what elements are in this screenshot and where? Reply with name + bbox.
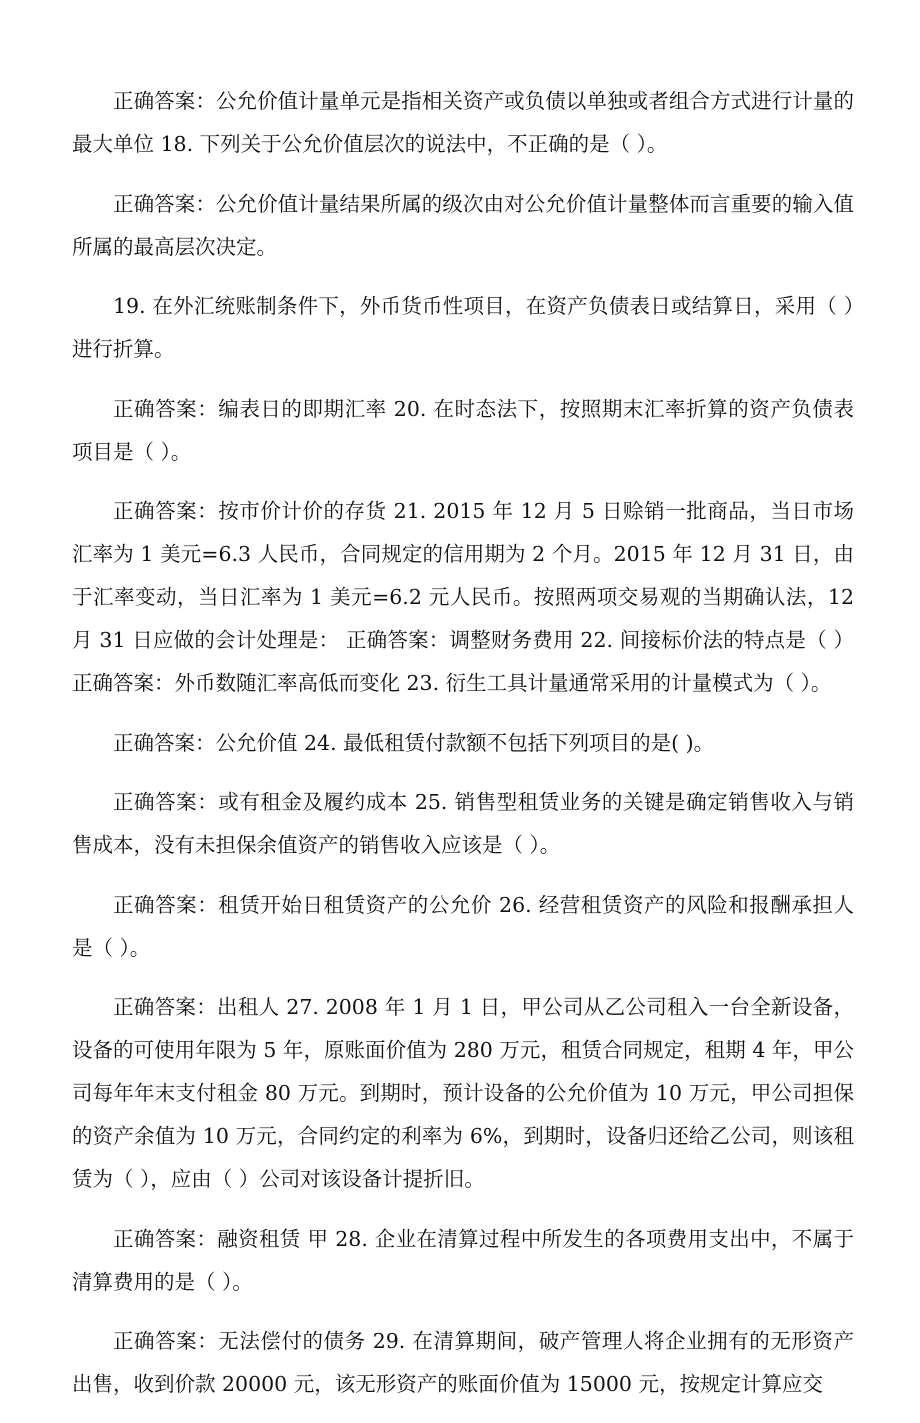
document-body <box>72 80 854 1423</box>
paragraph-answer-27-question-28: 正确答案：融资租赁 甲 28. 企业在清算过程中所发生的各项费用支出中，不属于清算费用的是（ ）。 <box>72 1226 854 1294</box>
paragraph-question-19: 19. 在外汇统账制条件下，外币货币性项目，在资产负债表日或结算日，采用（ ）进行折算。 <box>72 294 854 361</box>
paragraph-answer-25-question-26: 正确答案：租赁开始日租赁资产的公允价 26. 经营租赁资产的风险和报酬承担人是（ ）。 <box>72 892 854 960</box>
paragraph-answer-26-question-27: 正确答案：出租人 27. 2008 年 1 月 1 日，甲公司从乙公司租入一台全新设备，设备的可使用年限为 5 年，原账面价值为 280 万元，租赁合同规定，租期 4 年，甲公司每年年末支付租金 80 万元。到期时，预计设备的公允价值为 10 万元，甲公司担保的资产余值为 10 万元，合同约定的利率为 6%，到期时，设备归还给乙公司，则该租赁为（ ），应由（ ）公司对该设备计提折旧。 <box>72 995 854 1191</box>
paragraph-answer-18-fair-value-level: 正确答案：公允价值计量结果所属的级次由对公允价值计量整体而言重要的输入值所属的最高层次决定。 <box>72 191 854 259</box>
paragraph-answer-23-question-24: 正确答案：公允价值 24. 最低租赁付款额不包括下列项目的是( )。 <box>113 730 715 755</box>
paragraph-answer-20-questions-21-23: 正确答案：按市价计价的存货 21. 2015 年 12 月 5 日赊销一批商品，当日市场汇率为 1 美元=6.3 人民币，合同规定的信用期为 2 个月。2015 年 12 月 31 日，由于汇率变动，当日汇率为 1 美元=6.2 元人民币。按照两项交易观的当期确认法，12 月 31 日应做的会计处理是： 正确答案：调整财务费用 22. 间接标价法的特点是（ ） 正确答案：外币数随汇率高低而变化 23. 衍生工具计量通常采用的计量模式为（ ）。 <box>72 499 854 695</box>
paragraph-answer-28-question-29: 正确答案：无法偿付的债务 29. 在清算期间，破产管理人将企业拥有的无形资产出售，收到价款 20000 元，该无形资产的账面价值为 15000 元，按规定计算应交 <box>72 1329 854 1396</box>
paragraph-answer-24-question-25: 正确答案：或有租金及履约成本 25. 销售型租赁业务的关键是确定销售收入与销售成本，没有未担保余值资产的销售收入应该是（ ）。 <box>72 790 854 857</box>
paragraph-answer-19-question-20: 正确答案：编表日的即期汇率 20. 在时态法下，按照期末汇率折算的资产负债表项目是（ ）。 <box>72 396 854 464</box>
paragraph-answer-18: 正确答案：公允价值计量单元是指相关资产或负债以单独或者组合方式进行计量的最大单位 18. 下列关于公允价值层次的说法中，不正确的是（ ）。 <box>72 89 854 156</box>
